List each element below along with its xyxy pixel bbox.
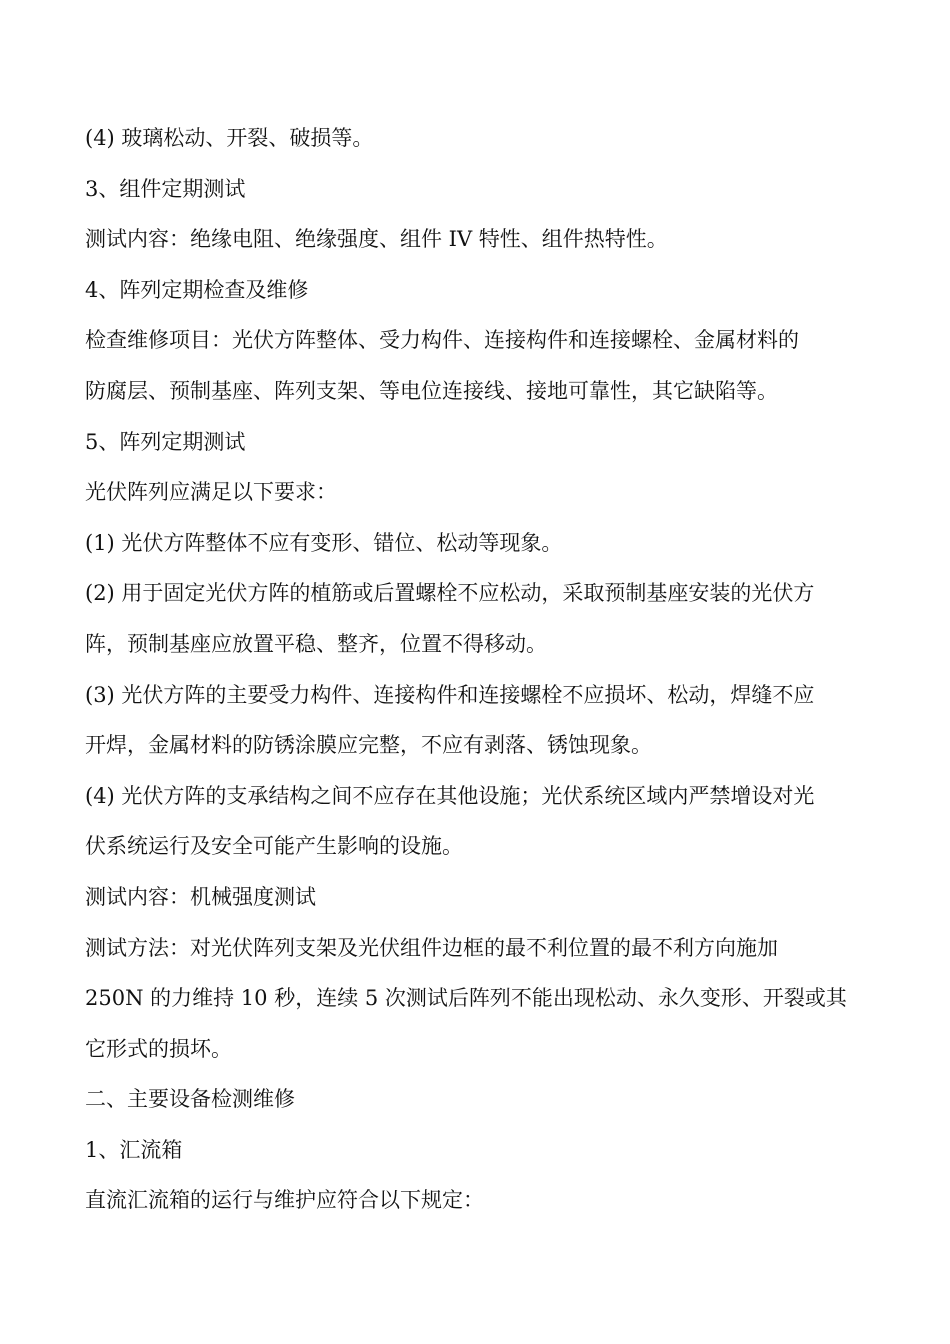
paragraph-inspection-items: 检查维修项目：光伏方阵整体、受力构件、连接构件和连接螺栓、金属材料的 <box>85 328 799 353</box>
heading-main-equipment: 二、主要设备检测维修 <box>85 1087 295 1112</box>
list-item-requirement-2: (2) 用于固定光伏方阵的植筋或后置螺栓不应松动，采取预制基座安装的光伏方 <box>85 581 815 606</box>
heading-array-periodic-test: 5、阵列定期测试 <box>85 429 246 454</box>
paragraph-mechanical-test-content: 测试内容：机械强度测试 <box>85 884 316 909</box>
heading-component-periodic-test: 3、组件定期测试 <box>85 176 246 201</box>
list-item-requirement-4-cont: 伏系统运行及安全可能产生影响的设施。 <box>85 834 463 859</box>
heading-array-inspection-maintenance: 4、阵列定期检查及维修 <box>85 277 309 302</box>
paragraph-combiner-box-rules: 直流汇流箱的运行与维护应符合以下规定： <box>85 1188 484 1213</box>
paragraph-test-content: 测试内容：绝缘电阻、绝缘强度、组件 IV 特性、组件热特性。 <box>85 227 668 252</box>
paragraph-test-method: 测试方法：对光伏阵列支架及光伏组件边框的最不利位置的最不利方向施加 <box>85 935 778 960</box>
list-item-requirement-3-cont: 开焊，金属材料的防锈涂膜应完整，不应有剥落、锈蚀现象。 <box>85 733 652 758</box>
paragraph-inspection-items-cont: 防腐层、预制基座、阵列支架、等电位连接线、接地可靠性，其它缺陷等。 <box>85 378 778 403</box>
document-body <box>85 113 875 1226</box>
heading-combiner-box: 1、汇流箱 <box>85 1137 183 1162</box>
list-item-glass-defects: (4) 玻璃松动、开裂、破损等。 <box>85 126 374 150</box>
list-item-requirement-1: (1) 光伏方阵整体不应有变形、错位、松动等现象。 <box>85 530 563 555</box>
paragraph-test-method-end: 它形式的损坏。 <box>85 1036 232 1061</box>
list-item-requirement-2-cont: 阵，预制基座应放置平稳、整齐，位置不得移动。 <box>85 631 547 656</box>
paragraph-test-method-cont: 250N 的力维持 10 秒，连续 5 次测试后阵列不能出现松动、永久变形、开裂或其 <box>85 986 847 1011</box>
paragraph-array-requirements: 光伏阵列应满足以下要求： <box>85 480 337 505</box>
list-item-requirement-4: (4) 光伏方阵的支承结构之间不应存在其他设施；光伏系统区域内严禁增设对光 <box>85 783 815 808</box>
list-item-requirement-3: (3) 光伏方阵的主要受力构件、连接构件和连接螺栓不应损坏、松动，焊缝不应 <box>85 682 815 707</box>
